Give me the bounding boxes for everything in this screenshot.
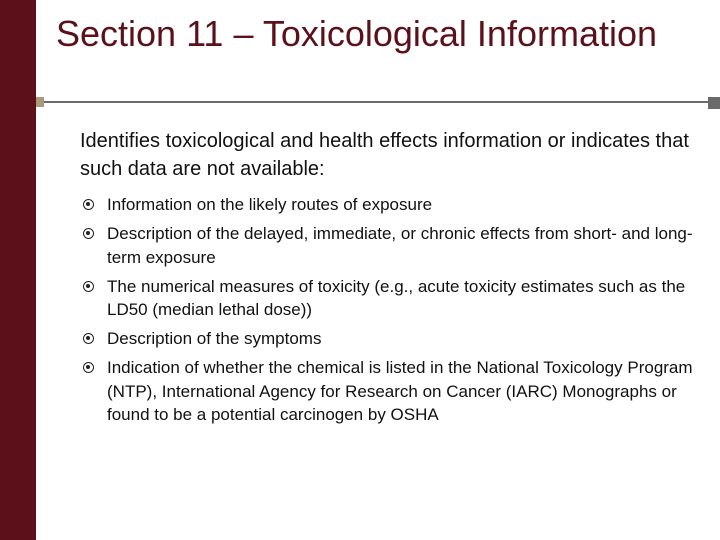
circled-dot-icon [83,362,94,373]
bullet-text: Indication of whether the chemical is listed in the National Toxicology Program (NTP), International Agency for Research on Cancer (IARC) Monographs or found to be a potential carcinogen by OSHA [107,358,693,424]
bullet-text: Information on the likely routes of exposure [107,195,433,214]
circled-dot-icon [83,199,94,210]
slide-title: Section 11 – Toxicological Information [56,13,658,54]
bullet-text: Description of the symptoms [107,329,322,348]
bullet-list [80,193,700,427]
bullet-item [80,222,700,269]
circled-dot-icon [83,281,94,292]
slide-content [80,127,700,432]
left-accent-band [0,0,36,540]
circled-dot-icon [83,333,94,344]
bullet-item [80,193,700,217]
divider-end-square [708,97,720,109]
bullet-text: The numerical measures of toxicity (e.g., acute toxicity estimates such as the LD50 (median lethal dose)) [107,276,686,319]
circled-dot-icon [83,228,94,239]
bullet-item [80,275,700,322]
bullet-item [80,356,700,427]
bullet-item [80,327,700,351]
bullet-text: Description of the delayed, immediate, or chronic effects from short- and long-term exposure [107,224,693,267]
title-divider [36,101,720,103]
intro-text: Identifies toxicological and health effects information or indicates that such data are not available: [80,130,689,180]
divider-accent-square [36,97,44,107]
